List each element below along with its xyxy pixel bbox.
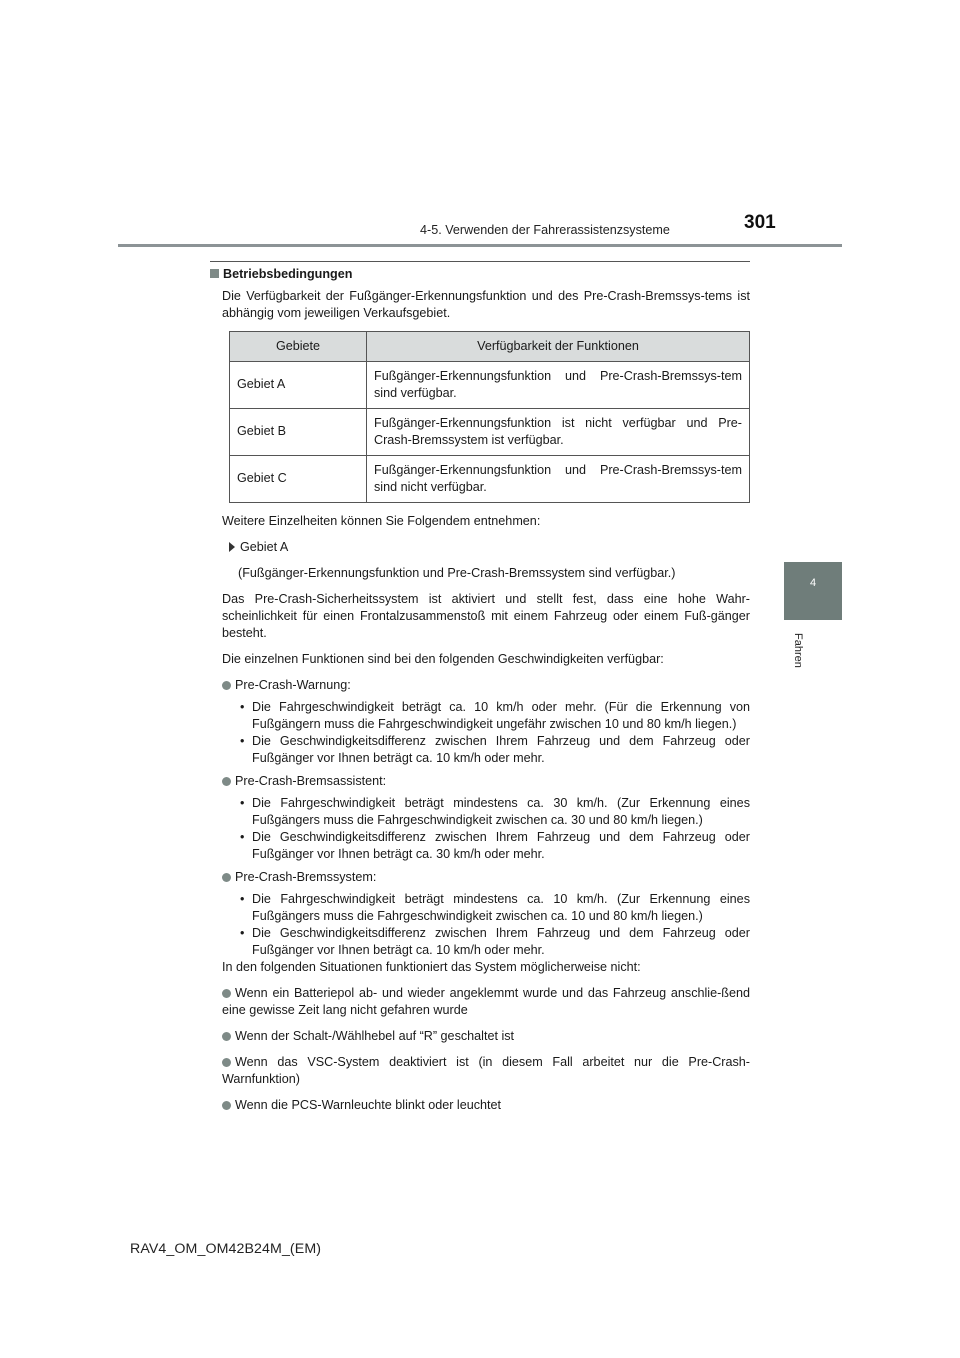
situation-item: Wenn der Schalt-/Wählhebel auf “R” geschaltet ist — [210, 1028, 750, 1045]
function-conditions — [210, 795, 750, 863]
table-header-availability: Verfügbarkeit der Funktionen — [367, 332, 750, 362]
square-bullet-icon — [210, 269, 219, 278]
details-intro: Weitere Einzelheiten können Sie Folgendem entnehmen: — [222, 514, 541, 528]
condition-item: • Die Geschwindigkeitsdifferenz zwischen Ihrem Fahrzeug und dem Fahrzeug oder Fußgänger vor Ihnen beträgt ca. 10 km/h oder mehr. — [240, 734, 750, 765]
table-cell-availability: Fußgänger-Erkennungsfunktion ist nicht verfügbar und Pre-Crash-Bremssystem ist verfügbar. — [367, 409, 750, 456]
triangle-bullet-icon — [229, 542, 235, 552]
table-row — [230, 362, 750, 409]
table-header-region: Gebiete — [230, 332, 367, 362]
section-title: Betriebsbedingungen — [223, 267, 353, 281]
description-paragraph: Das Pre-Crash-Sicherheitssystem ist aktiviert und stellt fest, dass eine hohe Wahr-scheinlichkeit für einen Frontalzusammenstoß mit einem Fahrzeug oder einem Fuß-gänger besteht. — [222, 592, 750, 640]
dot-bullet-icon — [222, 989, 231, 998]
region-note: (Fußgänger-Erkennungsfunktion und Pre-Crash-Bremssystem sind verfügbar.) — [238, 566, 676, 580]
table-cell-availability: Fußgänger-Erkennungsfunktion und Pre-Crash-Bremssys-tem sind nicht verfügbar. — [367, 456, 750, 503]
function-conditions — [210, 891, 750, 959]
section-heading — [210, 266, 750, 283]
function-conditions — [210, 699, 750, 767]
dot-bullet-icon — [222, 1032, 231, 1041]
header-rule — [118, 244, 842, 247]
chapter-label — [794, 633, 808, 693]
function-item: Pre-Crash-Bremsassistent: — [210, 773, 750, 790]
condition-item: • Die Fahrgeschwindigkeit beträgt mindestens ca. 30 km/h. (Zur Erkennung eines Fußgängers muss die Fahrgeschwindigkeit zwischen ca. 30 und 80 km/h liegen.) — [240, 796, 750, 827]
condition-item: • Die Geschwindigkeitsdifferenz zwischen Ihrem Fahrzeug und dem Fahrzeug oder Fußgänger vor Ihnen beträgt ca. 10 km/h oder mehr. — [240, 926, 750, 957]
chapter-tab-number: 4 — [809, 577, 817, 589]
situation-item: Wenn das VSC-System deaktiviert ist (in diesem Fall arbeitet nur die Pre-Crash-Warnfunktion) — [222, 1055, 750, 1086]
dot-bullet-icon — [222, 873, 231, 882]
situation-item: Wenn ein Batteriepol ab- und wieder angeklemmt wurde und das Fahrzeug anschlie-ßend eine gewisse Zeit lang nicht gefahren wurde — [222, 986, 750, 1017]
situation-item: Wenn die PCS-Warnleuchte blinkt oder leuchtet — [210, 1097, 750, 1114]
table-cell-region: Gebiet A — [230, 362, 367, 409]
main-content — [210, 266, 750, 1123]
speed-intro: Die einzelnen Funktionen sind bei den folgenden Geschwindigkeiten verfügbar: — [222, 652, 664, 666]
availability-table — [229, 331, 750, 503]
page-number: 301 — [744, 212, 776, 233]
dot-bullet-icon — [222, 777, 231, 786]
table-cell-availability: Fußgänger-Erkennungsfunktion und Pre-Crash-Bremssys-tem sind verfügbar. — [367, 362, 750, 409]
table-row — [230, 456, 750, 503]
footer-doc-code: RAV4_OM_OM42B24M_(EM) — [130, 1241, 322, 1257]
region-heading: Gebiet A — [210, 539, 750, 556]
condition-item: • Die Geschwindigkeitsdifferenz zwischen Ihrem Fahrzeug und dem Fahrzeug oder Fußgänger vor Ihnen beträgt ca. 30 km/h oder mehr. — [240, 830, 750, 861]
content-top-rule — [210, 261, 750, 262]
table-header-row — [230, 332, 750, 362]
situations-intro: In den folgenden Situationen funktioniert das System möglicherweise nicht: — [222, 960, 641, 974]
condition-item: • Die Fahrgeschwindigkeit beträgt ca. 10 km/h oder mehr. (Für die Erkennung von Fußgängern muss die Fahrgeschwindigkeit ungefähr zwischen 10 und 80 km/h liegen.) — [240, 700, 750, 731]
function-item: Pre-Crash-Bremssystem: — [210, 869, 750, 886]
intro-paragraph: Die Verfügbarkeit der Fußgänger-Erkennungsfunktion und des Pre-Crash-Bremssys-tems ist abhängig vom jeweiligen Verkaufsgebiet. — [222, 289, 750, 320]
dot-bullet-icon — [222, 1101, 231, 1110]
condition-item: • Die Fahrgeschwindigkeit beträgt mindestens ca. 10 km/h. (Zur Erkennung eines Fußgängers muss die Fahrgeschwindigkeit zwischen ca. 10 und 80 km/h liegen.) — [240, 892, 750, 923]
dot-bullet-icon — [222, 681, 231, 690]
dot-bullet-icon — [222, 1058, 231, 1067]
function-item: Pre-Crash-Warnung: — [210, 677, 750, 694]
table-cell-region: Gebiet B — [230, 409, 367, 456]
chapter-label-text: Fahren — [792, 633, 804, 668]
table-cell-region: Gebiet C — [230, 456, 367, 503]
table-row — [230, 409, 750, 456]
header-section-title: 4-5. Verwenden der Fahrerassistenzsysteme — [420, 223, 670, 237]
